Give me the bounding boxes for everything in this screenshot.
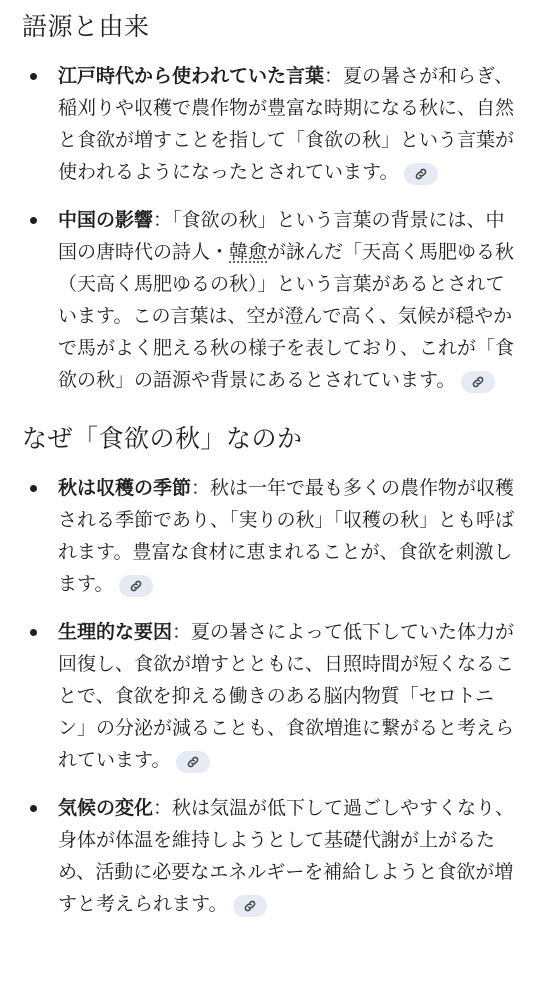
item-term: 気候の変化 (58, 797, 154, 819)
why-list (22, 472, 518, 920)
item-text: 夏の暑さが和らぎ、稲刈りや収穫で農作物が豊富な時期になる秋に、自然と食欲が増すことを指して「食欲の秋」という言葉が使われるようになったとされています。 (58, 65, 515, 183)
item-term: 秋は収穫の季節 (58, 477, 192, 499)
item-colon: ： (172, 621, 192, 643)
item-text-continued: が詠んだ「天高く馬肥ゆる秋（天高く馬肥ゆるの秋）」という言葉があるとされています。この言葉は、空が澄んで高く、気候が穏やかで馬がよく肥える秋の様子を表しており、これが「食欲の秋」の語源や背景にあるとされています。 (58, 241, 515, 391)
item-colon: ： (191, 477, 211, 499)
item-term: 生理的な要因 (58, 621, 173, 643)
list-item (22, 792, 518, 920)
source-link-button[interactable] (176, 751, 210, 773)
link-icon (471, 375, 485, 389)
item-colon: ： (153, 209, 173, 231)
item-colon: ： (153, 797, 173, 819)
bullet-dot (30, 217, 37, 224)
source-link-button[interactable] (461, 371, 495, 393)
bullet-dot (30, 805, 37, 812)
list-item (22, 616, 518, 776)
item-text: 秋は一年で最も多くの農作物が収穫される季節であり、「実りの秋」「収穫の秋」とも呼ばれます。豊富な食材に恵まれることが、食欲を刺激します。 (58, 477, 515, 595)
origin-list (22, 60, 518, 396)
link-icon (129, 579, 143, 593)
link-icon (243, 899, 257, 913)
item-term: 中国の影響 (58, 209, 154, 231)
item-text: 夏の暑さによって低下していた体力が回復し、食欲が増すとともに、日照時間が短くなることで、食欲を抑える働きのある脳内物質「セロトニン」の分泌が減ることも、食欲増進に繋がると考えられています。 (58, 621, 515, 771)
list-item (22, 60, 518, 188)
item-term: 江戸時代から使われていた言葉 (58, 65, 325, 87)
link-icon (186, 755, 200, 769)
section-heading-origin: 語源と由来 (22, 12, 150, 41)
bullet-dot (30, 629, 37, 636)
item-colon: ： (324, 65, 344, 87)
source-link-button[interactable] (119, 575, 153, 597)
source-link-button[interactable] (233, 895, 267, 917)
section-heading-why: なぜ「食欲の秋」なのか (22, 424, 303, 453)
source-link-button[interactable] (404, 163, 438, 185)
bullet-dot (30, 485, 37, 492)
item-text: 秋は気温が低下して過ごしやすくなり、身体が体温を維持しようとして基礎代謝が上がるため、活動に必要なエネルギーを補給しようと食欲が増すと考えられます。 (58, 797, 515, 915)
item-text: 「食欲の秋」という言葉の背景には、中国の唐時代の詩人・ (58, 209, 505, 263)
glossary-term-link[interactable]: 韓愈 (229, 241, 268, 263)
list-item (22, 204, 518, 396)
bullet-dot (30, 73, 37, 80)
list-item (22, 472, 518, 600)
link-icon (414, 167, 428, 181)
